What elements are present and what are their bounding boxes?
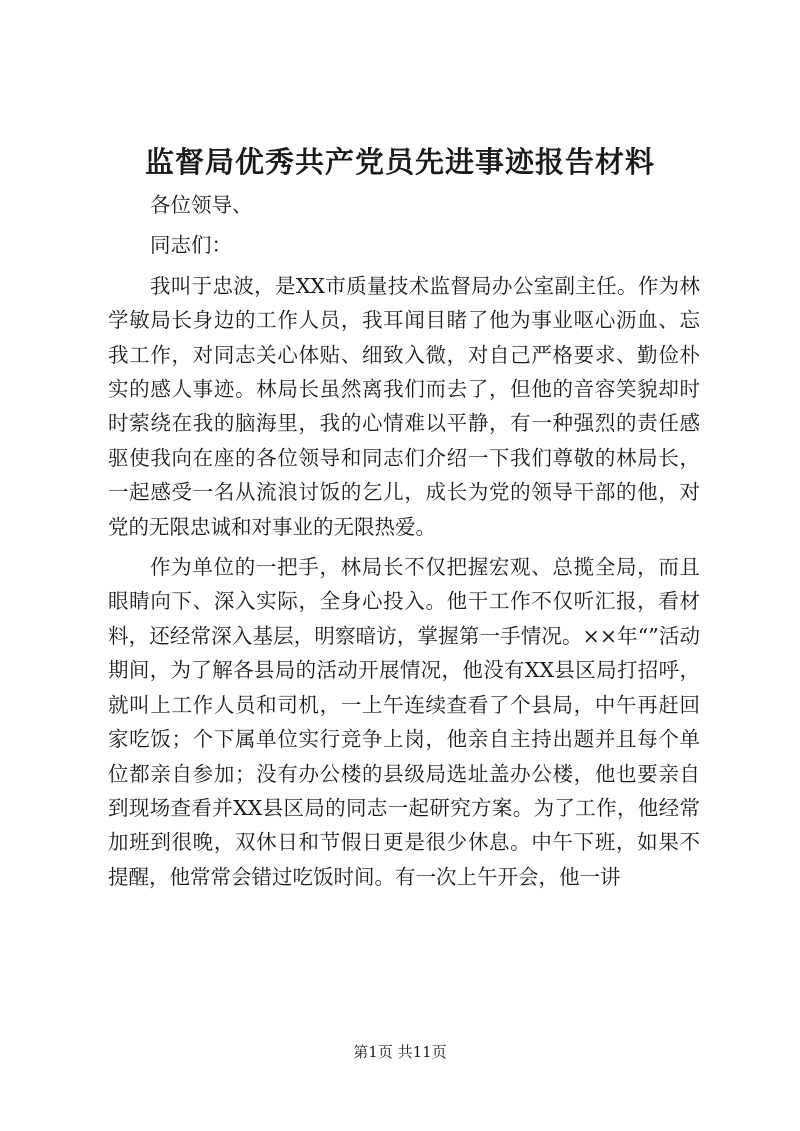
salutation-leaders: 各位领导、 (150, 193, 253, 217)
page-number-footer: 第1页 共11页 (353, 1043, 447, 1061)
salutation-comrades: 同志们： (150, 233, 232, 258)
paragraph-introduction: 我叫于忠波，是XX市质量技术监督局办公室副主任。作为林学敏局长身边的工作人员，我耳闻目睹了他为事业呕心沥血、忘我工作，对同志关心体贴、细致入微，对自己严格要求、勤俭朴实的感人事迹。林局长虽然离我们而去了，但他的音容笑貌却时时萦绕在我的脑海里，我的心情难以平静，有一种强烈的责任感驱使我向在座的各位领导和同志们介绍一下我们尊敬的林局长，一起感受一名从流浪讨饭的乞儿，成长为党的领导干部的他，对党的无限忠诚和对事业的无限热爱。 (108, 273, 700, 539)
document-body (108, 188, 700, 900)
page-title: 监督局优秀共产党员先进事迹报告材料 (144, 145, 655, 179)
paragraph-work-style: 作为单位的一把手，林局长不仅把握宏观、总揽全局，而且眼睛向下、深入实际，全身心投入。他干工作不仅听汇报，看材料，还经常深入基层，明察暗访，掌握第一手情况。××年“”活动期间，为了解各县局的活动开展情况，他没有XX县区局打招呼，就叫上工作人员和司机，一上午连续查看了个县局，中午再赶回家吃饭；个下属单位实行竞争上岗，他亲自主持出题并且每个单位都亲自参加；没有办公楼的县级局选址盖办公楼，他也要亲自到现场查看并XX县区局的同志一起研究方案。为了工作，他经常加班到很晚，双休日和节假日更是很少休息。中午下班，如果不提醒，他常常会错过吃饭时间。有一次上午开会，他一讲 (108, 555, 700, 889)
